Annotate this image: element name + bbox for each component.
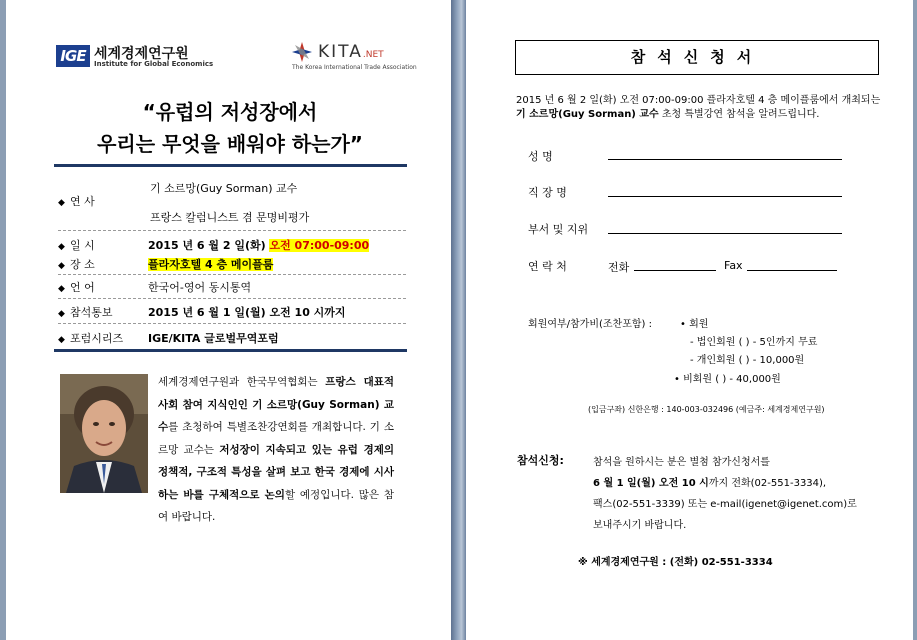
company-field[interactable] [608, 196, 842, 197]
bullet-icon: ◆ [58, 242, 65, 252]
date-row [58, 237, 369, 253]
name-field[interactable] [608, 159, 842, 160]
speaker-desc: 프랑스 칼럼니스트 겸 문명비평가 [150, 211, 310, 224]
dept-label: 부서 및 지위 [528, 223, 589, 236]
apply-label: 참석신청: [517, 454, 564, 467]
place-value: 플라자호텔 4 층 메이플룸 [148, 258, 274, 271]
kita-logo-subtitle: The Korea International Trade Association [292, 64, 417, 71]
bullet-icon: ◆ [58, 309, 65, 319]
form-title: 참석신청서 [515, 40, 879, 75]
page-margin-left [0, 0, 6, 640]
phone-label: 전화 [608, 261, 630, 274]
apply-text: 참석을 원하시는 분은 별첨 참가신청서를 6 월 1 일(월) 오전 10 시까지 전화(02-551-3334), 팩스(02-551-3339) 또는 e-mail(igenet@igenet.com)로 보내주시기 바랍니다. [593, 457, 857, 531]
date-label: 일 시 [70, 239, 95, 252]
place-label: 장 소 [70, 258, 95, 271]
fee-individual: - 개인회원 ( ) - 10,000원 [690, 355, 805, 366]
fax-label: Fax [724, 259, 743, 272]
notice-row [58, 304, 346, 320]
fee-member: • 회원 [680, 319, 709, 330]
language-label: 언 어 [70, 281, 95, 294]
dept-field[interactable] [608, 233, 842, 234]
place-row [58, 256, 273, 272]
ige-logo-mark: IGE [56, 45, 90, 67]
divider-line [58, 230, 406, 231]
speaker-row [58, 193, 148, 209]
bullet-icon: ◆ [58, 284, 65, 294]
contact-footer: ※ 세계경제연구원 : (전화) 02-551-3334 [578, 557, 773, 568]
series-row [58, 330, 279, 346]
notice-label: 참석통보 [70, 306, 113, 319]
fee-label: 회원여부/참가비(조찬포함) : [528, 319, 652, 330]
divider-line [58, 298, 406, 299]
language-row [58, 279, 251, 295]
divider-line [58, 274, 406, 275]
event-title-line2: 우리는 무엇을 배워야 하는가” [97, 132, 363, 156]
date-time: 오전 07:00-09:00 [269, 239, 370, 252]
speaker-name: 기 소르망(Guy Sorman) 교수 [150, 182, 298, 195]
notice-value: 2015 년 6 월 1 일(월) 오전 10 시까지 [148, 306, 346, 319]
fee-corporate: - 법인회원 ( ) - 5인까지 무료 [690, 337, 818, 348]
event-description: 세계경제연구원과 한국무역협회는 프랑스 대표적 사회 참여 지식인인 기 소르망(Guy Sorman) 교수를 초청하여 특별조찬강연회를 개최합니다. 기 소르망 교수는 저성장이 지속되고 있는 유럽 경제의 정책적, 구조적 특성을 살펴 보고 한국 경제에 시사하는 바를 구체적으로 논의할 예정입니다. 많은 참여 바랍니다. [158, 376, 394, 523]
date-value: 2015 년 6 월 2 일(화) [148, 239, 270, 252]
page-divider [451, 0, 466, 640]
divider-line [58, 323, 406, 324]
fax-field[interactable] [747, 270, 837, 271]
contact-label: 연 락 처 [528, 260, 567, 273]
name-label: 성 명 [528, 150, 553, 163]
bullet-icon: ◆ [58, 261, 65, 271]
kita-logo-icon [290, 40, 314, 64]
language-value: 한국어-영어 동시통역 [148, 281, 252, 294]
title-rule [54, 164, 407, 167]
ige-logo-name: 세계경제연구원 [94, 46, 189, 62]
event-title-line1: “유럽의 저성장에서 [142, 100, 318, 124]
bullet-icon: ◆ [58, 335, 65, 345]
speaker-photo [60, 374, 148, 493]
ige-logo-subtitle: Institute for Global Economics [94, 60, 214, 68]
kita-logo-suffix: .NET [362, 50, 384, 60]
info-bottom-rule [54, 349, 407, 352]
company-label: 직 장 명 [528, 186, 567, 199]
kita-logo-word: KITA.NET [318, 42, 384, 62]
series-value: IGE/KITA 글로벌무역포럼 [148, 332, 279, 345]
bank-account: (입금구좌) 신한은행 : 140-003-032496 (예금주: 세계경제연구원) [588, 405, 825, 414]
form-intro: 2015 년 6 월 2 일(화) 오전 07:00-09:00 플라자호텔 4 층 메이플룸에서 개최되는 기 소르망(Guy Sorman) 교수 초청 특별강연 참석을 알려드립니다. [516, 95, 881, 120]
fee-nonmember: • 비회원 ( ) - 40,000원 [674, 374, 781, 385]
bullet-icon: ◆ [58, 198, 65, 208]
speaker-label: 연 사 [70, 195, 95, 208]
series-label: 포럼시리즈 [70, 332, 124, 345]
phone-field[interactable] [634, 270, 716, 271]
page-margin-right [913, 0, 917, 640]
